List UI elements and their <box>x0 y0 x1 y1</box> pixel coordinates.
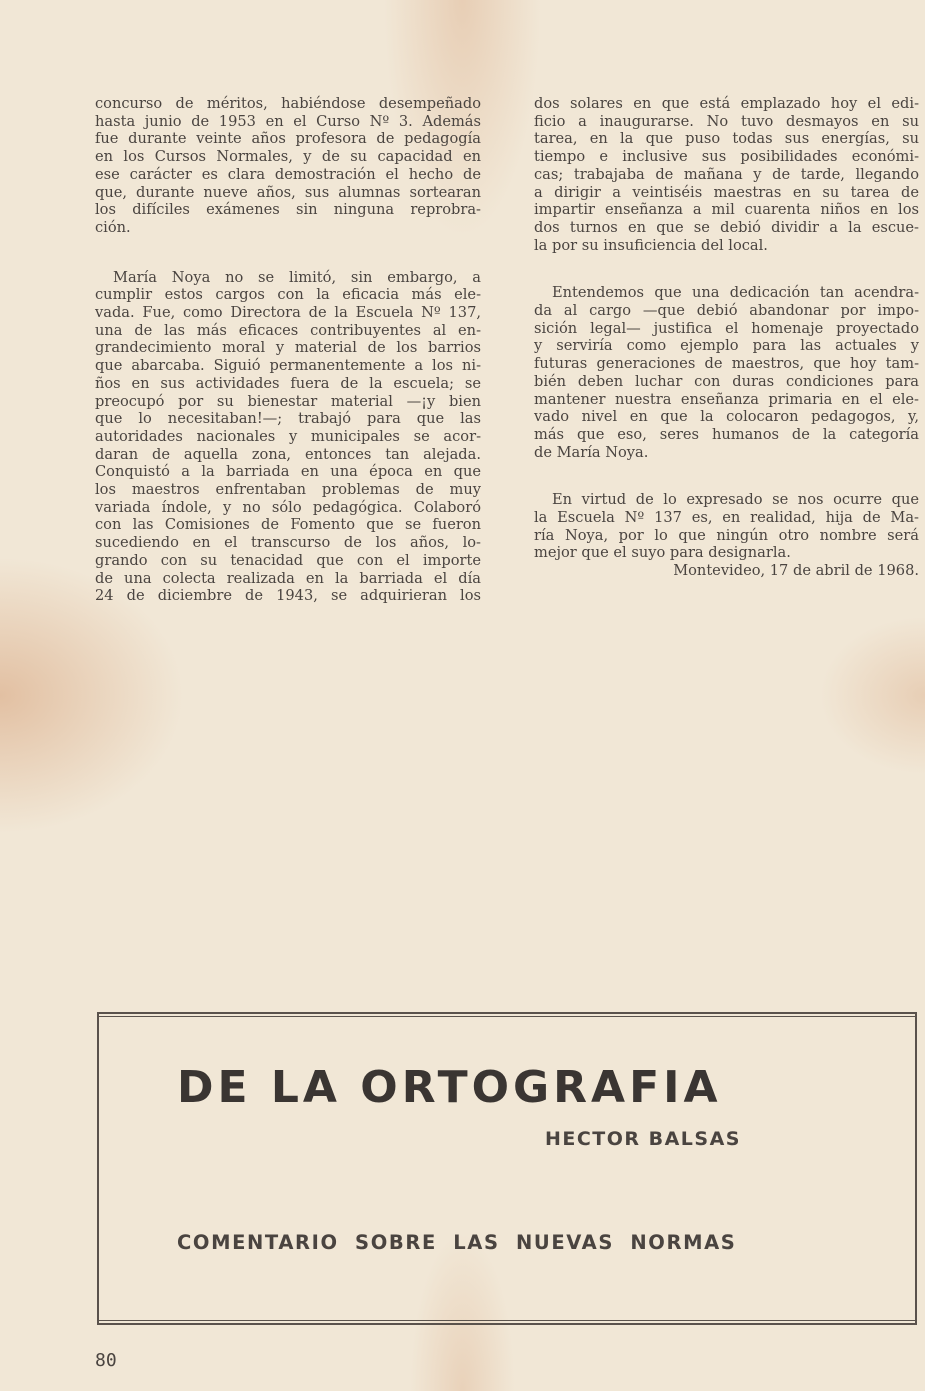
text-line: de María Noya. <box>534 443 649 461</box>
top-rule <box>99 1012 915 1014</box>
text-line: 24 de diciembre de 1943, se adquirieran los <box>95 587 481 605</box>
text-line: autoridades nacionales y municipales se acor- <box>95 427 481 445</box>
top-rule-thin <box>99 1016 915 1017</box>
text-line: bién deben luchar con duras condiciones para <box>534 372 919 390</box>
text-line: preocupó por su bienestar material —¡y bien <box>95 392 481 410</box>
text-line: hasta junio de 1953 en el Curso Nº 3. Además <box>95 112 481 130</box>
article-title-box <box>97 1012 917 1325</box>
text-line: los difíciles exámenes sin ninguna reprobra- <box>95 201 481 219</box>
text-line: que abarcaba. Siguió permanentemente a los ni- <box>95 357 481 375</box>
left-paragraph-2 <box>95 269 481 605</box>
text-line: a dirigir a veintiséis maestras en su tarea de <box>534 183 919 201</box>
text-line: cumplir estos cargos con la eficacia más ele- <box>95 286 481 304</box>
text-line: ficio a inaugurarse. No tuvo desmayos en su <box>534 112 919 130</box>
text-line: daran de aquella zona, entonces tan alejada. <box>95 445 481 463</box>
text-line: con las Comisiones de Fomento que se fueron <box>95 516 481 534</box>
bottom-rule <box>99 1323 915 1325</box>
text-line: mantener nuestra enseñanza primaria en el ele- <box>534 390 919 408</box>
text-line: grando con su tenacidad que con el importe <box>95 551 481 569</box>
text-line: los maestros enfrentaban problemas de muy <box>95 481 481 499</box>
text-line: vada. Fue, como Directora de la Escuela Nº 137, <box>95 304 481 322</box>
left-paragraph-1 <box>95 95 481 237</box>
text-line: dos turnos en que se debió dividir a la escue- <box>534 218 919 236</box>
text-line: variada índole, y no sólo pedagógica. Colaboró <box>95 498 481 516</box>
text-line: vado nivel en que la colocaron pedagogos, y, <box>534 408 919 426</box>
text-line: en los Cursos Normales, y de su capacidad en <box>95 148 481 166</box>
text-line: una de las más eficaces contribuyentes al en- <box>95 321 481 339</box>
text-line: grandecimiento moral y material de los barrios <box>95 339 481 357</box>
text-line: tarea, en la que puso todas sus energías, su <box>534 130 919 148</box>
text-line: dos solares en que está emplazado hoy el edi- <box>534 95 919 112</box>
bottom-rule-thin <box>99 1320 915 1321</box>
right-paragraph-3 <box>534 491 919 562</box>
text-line: que, durante nueve años, sus alumnas sortearan <box>95 183 481 201</box>
right-paragraph-2 <box>534 284 919 461</box>
article-subtitle: COMENTARIO SOBRE LAS NUEVAS NORMAS <box>177 1231 737 1254</box>
text-line: y serviría como ejemplo para las actuales y <box>534 337 919 355</box>
text-line: Entendemos que una dedicación tan acendra- <box>552 284 919 302</box>
text-line: concurso de méritos, habiéndose desempeñado <box>95 95 481 112</box>
text-line: Conquistó a la barriada en una época en que <box>95 463 481 481</box>
article-title: DE LA ORTOGRAFIA <box>177 1062 722 1113</box>
text-line: En virtud de lo expresado se nos ocurre que <box>552 491 919 509</box>
text-line: tiempo e inclusive sus posibilidades económi- <box>534 148 919 166</box>
text-line: mejor que el suyo para designarla. <box>534 544 791 562</box>
text-line: ción. <box>95 218 131 236</box>
text-line: impartir enseñanza a mil cuarenta niños en los <box>534 201 919 219</box>
text-line: ría Noya, por lo que ningún otro nombre será <box>534 526 919 544</box>
text-line: futuras generaciones de maestros, que hoy tam- <box>534 355 919 373</box>
text-line: cas; trabajaba de mañana y de tarde, llegando <box>534 165 919 183</box>
right-column <box>534 95 919 580</box>
text-line: más que eso, seres humanos de la categoría <box>534 425 919 443</box>
text-line: da al cargo —que debió abandonar por impo- <box>534 302 919 320</box>
text-line: la por su insuficiencia del local. <box>534 236 768 254</box>
text-line: fue durante veinte años profesora de pedagogía <box>95 130 481 148</box>
signature-line: Montevideo, 17 de abril de 1968. <box>673 562 919 580</box>
text-line: ños en sus actividades fuera de la escuela; se <box>95 374 481 392</box>
left-column <box>95 95 481 605</box>
page-number: 80 <box>95 1350 117 1371</box>
text-line: María Noya no se limitó, sin embargo, a <box>113 268 481 286</box>
text-line: sición legal— justifica el homenaje proyectado <box>534 319 919 337</box>
text-line: ese carácter es clara demostración el hecho de <box>95 165 481 183</box>
text-line: sucediendo en el transcurso de los años, lo- <box>95 534 481 552</box>
text-line: de una colecta realizada en la barriada el día <box>95 569 481 587</box>
right-paragraph-1 <box>534 95 919 254</box>
text-line: la Escuela Nº 137 es, en realidad, hija de Ma- <box>534 509 919 527</box>
text-line: que lo necesitaban!—; trabajó para que las <box>95 410 481 428</box>
article-author: HECTOR BALSAS <box>544 1128 741 1150</box>
